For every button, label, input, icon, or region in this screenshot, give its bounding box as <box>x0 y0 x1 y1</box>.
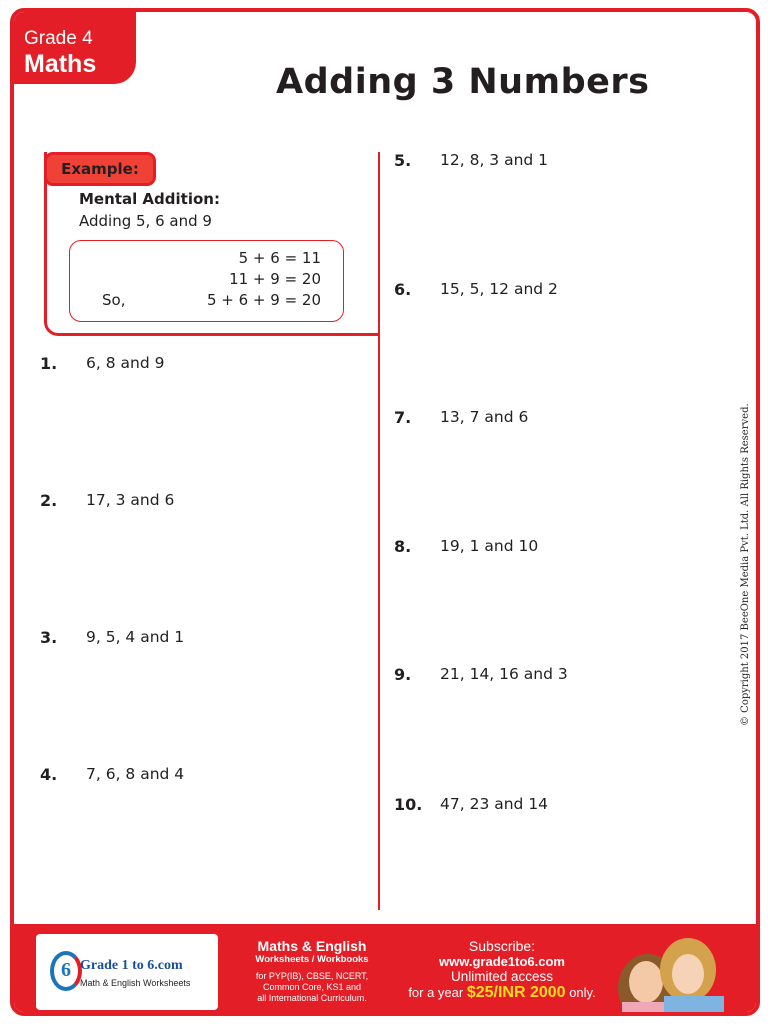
calc-line-2: 11 + 9 = 20 <box>229 270 321 288</box>
copyright-notice: © Copyright 2017 BeeOne Media Pvt. Ltd. All Rights Reserved. <box>740 403 751 726</box>
grade-label: Grade 4 <box>24 28 93 49</box>
subject-label: Maths <box>24 50 97 78</box>
question-text: 15, 5, 12 and 2 <box>440 280 558 298</box>
question-text: 19, 1 and 10 <box>440 537 539 555</box>
price-suffix: only. <box>565 985 596 1000</box>
question-text: 17, 3 and 6 <box>86 491 175 509</box>
access-text: Unlimited access <box>450 969 554 984</box>
mother-daughter-photo <box>608 930 732 1016</box>
question-number: 3. <box>40 628 58 647</box>
footer-subheading: Worksheets / Workbooks <box>255 954 369 965</box>
price-line <box>402 984 602 1002</box>
logo-letter: 6 <box>61 959 71 981</box>
footer-product-info <box>232 938 392 1004</box>
example-heading: Mental Addition: <box>79 190 220 208</box>
subscribe-info <box>402 938 602 1002</box>
example-badge: Example: <box>44 152 156 186</box>
question-number: 7. <box>394 408 412 427</box>
question-text: 13, 7 and 6 <box>440 408 529 426</box>
calc-line-3: 5 + 6 + 9 = 20 <box>206 291 321 309</box>
page-title: Adding 3 Numbers <box>276 62 650 102</box>
curriculum-line-1: for PYP(IB), CBSE, NCERT, <box>255 971 369 981</box>
curriculum-line-3: all International Curriculum. <box>257 993 367 1003</box>
question-number: 8. <box>394 537 412 556</box>
question-text: 7, 6, 8 and 4 <box>86 765 185 783</box>
logo-name: Grade 1 to 6.com <box>80 958 183 973</box>
worksheet-frame <box>10 8 760 1016</box>
curriculum-line-2: Common Core, KS1 and <box>262 982 362 992</box>
footer-heading: Maths & English <box>257 938 367 954</box>
calc-so-label: So, <box>102 291 126 309</box>
site-logo[interactable] <box>36 934 218 1010</box>
calc-line-1: 5 + 6 = 11 <box>238 249 321 267</box>
question-number: 9. <box>394 665 412 684</box>
example-prompt: Adding 5, 6 and 9 <box>79 212 212 230</box>
question-number: 1. <box>40 354 58 373</box>
question-number: 10. <box>394 795 423 814</box>
question-number: 4. <box>40 765 58 784</box>
price-prefix: for a year <box>408 985 467 1000</box>
question-number: 5. <box>394 151 412 170</box>
logo-icon <box>50 951 82 991</box>
footer-banner <box>14 924 760 1016</box>
subscribe-label: Subscribe: <box>468 938 536 954</box>
example-calculation <box>69 240 344 322</box>
subscribe-url-link[interactable]: www.grade1to6.com <box>439 954 565 969</box>
question-text: 12, 8, 3 and 1 <box>440 151 549 169</box>
grade-tab <box>14 12 136 84</box>
question-text: 47, 23 and 14 <box>440 795 549 813</box>
question-text: 9, 5, 4 and 1 <box>86 628 185 646</box>
logo-tagline: Math & English Worksheets <box>80 978 191 988</box>
question-number: 6. <box>394 280 412 299</box>
question-text: 6, 8 and 9 <box>86 354 165 372</box>
question-number: 2. <box>40 491 58 510</box>
question-text: 21, 14, 16 and 3 <box>440 665 568 683</box>
price-value: $25/INR 2000 <box>466 984 566 1001</box>
